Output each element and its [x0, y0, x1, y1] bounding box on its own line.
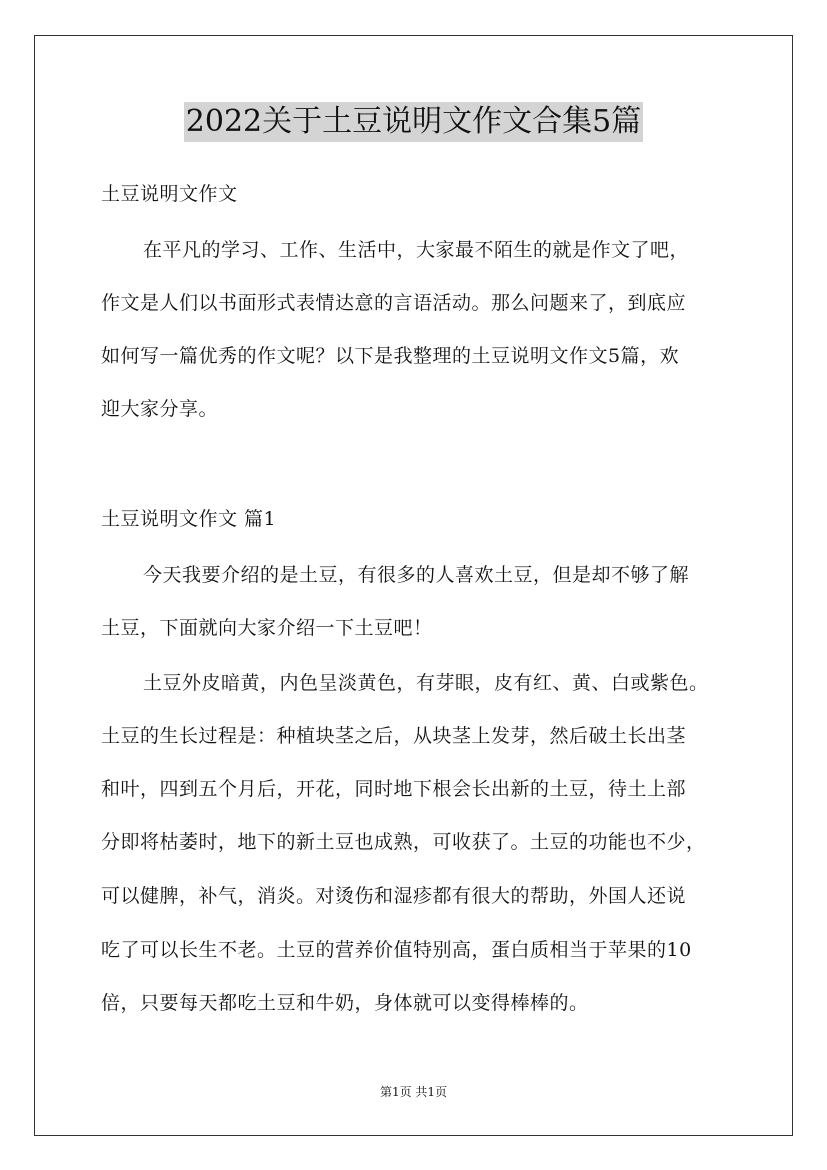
paragraph-2-line-5: 可以健脾，补气，消炎。对烫伤和湿疹都有很大的帮助，外国人还说	[101, 885, 687, 907]
section-heading: 土豆说明文作文	[101, 183, 238, 205]
title-container	[0, 102, 827, 142]
paragraph-2-line-7: 倍，只要每天都吃土豆和牛奶，身体就可以变得棒棒的。	[101, 992, 589, 1014]
paragraph-2-line-3: 和叶，四到五个月后，开花，同时地下根会长出新的土豆，待土上部	[101, 778, 687, 800]
intro-line-3: 如何写一篇优秀的作文呢？以下是我整理的土豆说明文作文5篇，欢	[101, 345, 680, 367]
paragraph-2-line-2: 土豆的生长过程是：种植块茎之后，从块茎上发芽，然后破土长出茎	[101, 725, 687, 747]
paragraph-2-line-6: 吃了可以长生不老。土豆的营养价值特别高，蛋白质相当于苹果的10	[101, 939, 692, 961]
paragraph-2-line-4: 分即将枯萎时，地下的新土豆也成熟，可收获了。土豆的功能也不少，	[101, 831, 706, 853]
intro-line-1: 在平凡的学习、工作、生活中，大家最不陌生的就是作文了吧，	[143, 239, 690, 261]
paragraph-1-line-2: 土豆，下面就向大家介绍一下土豆吧！	[101, 617, 433, 639]
page-footer: 第1页 共1页	[379, 1085, 448, 1099]
paragraph-1-line-1: 今天我要介绍的是土豆，有很多的人喜欢土豆，但是却不够了解	[143, 564, 690, 586]
intro-line-4: 迎大家分享。	[101, 398, 219, 420]
essay-heading: 土豆说明文作文 篇1	[101, 508, 277, 530]
paragraph-2-line-1: 土豆外皮暗黄，内色呈淡黄色，有芽眼，皮有红、黄、白或紫色。	[143, 672, 709, 694]
intro-line-2: 作文是人们以书面形式表情达意的言语活动。那么问题来了，到底应	[101, 292, 687, 314]
document-title: 2022关于土豆说明文作文合集5篇	[184, 102, 643, 142]
